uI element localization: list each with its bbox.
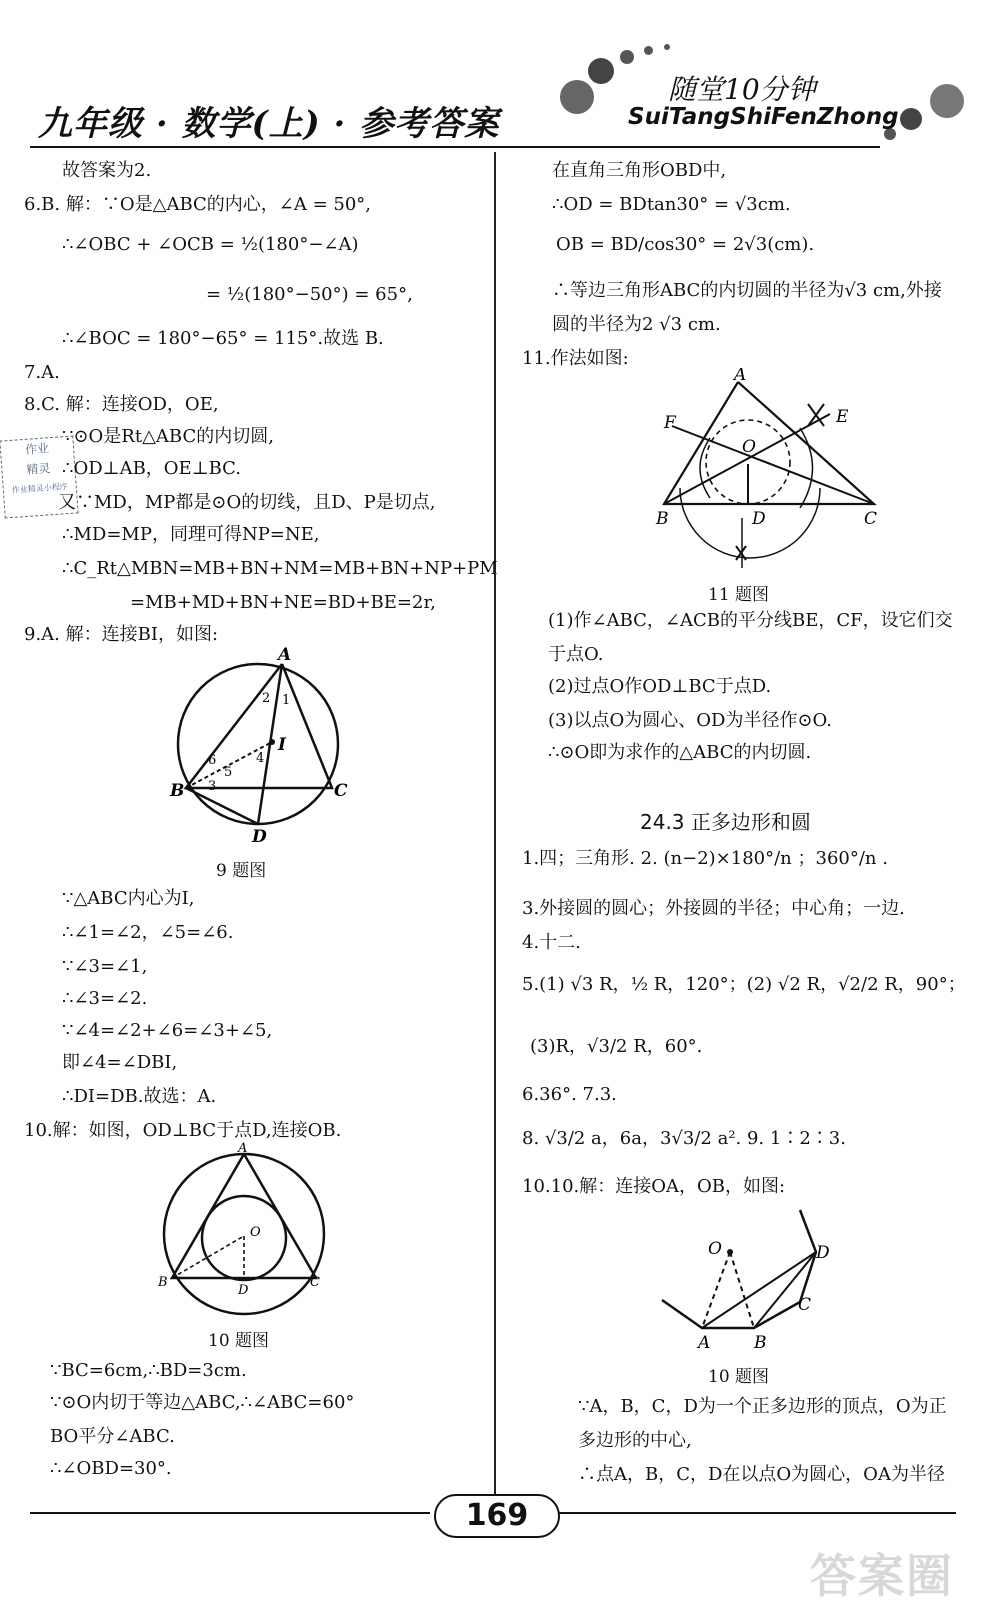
- fig9-label: I: [278, 735, 286, 755]
- text-line: 3.外接圆的圆心；外接圆的半径；中心角；一边.: [522, 898, 905, 919]
- text-line: (1)作∠ABC，∠ACB的平分线BE，CF，设它们交: [548, 610, 953, 631]
- fig10a-label: A: [238, 1141, 248, 1156]
- text-line: ∵△ABC内心为I,: [62, 888, 195, 909]
- text-line: (2)过点O作OD⊥BC于点D.: [548, 676, 772, 697]
- text-line: 圆的半径为2 √3 cm.: [552, 314, 721, 335]
- fig9-label: 2: [262, 691, 271, 706]
- fig10b-label: B: [754, 1333, 767, 1353]
- fig11-label: B: [656, 509, 669, 529]
- text-line: ∴∠3=∠2.: [62, 988, 148, 1009]
- column-divider: [494, 152, 496, 1497]
- text-line: ∴C_Rt△MBN=MB+BN+NM=MB+BN+NP+PM: [62, 558, 498, 579]
- decor-dot: [560, 80, 594, 114]
- figure-11: [650, 368, 890, 578]
- watermark: 答案圈: [810, 1549, 954, 1603]
- text-line: = ½(180°−50°) = 65°,: [206, 284, 413, 305]
- text-line: 4.十二.: [522, 932, 581, 953]
- fig10b-label: C: [798, 1295, 812, 1315]
- decor-dot: [620, 50, 634, 64]
- fig10b-label: A: [698, 1333, 711, 1353]
- text-line: 9.A. 解：连接BI，如图:: [24, 624, 219, 645]
- text-line: 于点O.: [548, 644, 604, 665]
- fig9-label: C: [334, 781, 348, 801]
- fig11-label: D: [752, 509, 766, 529]
- text-line: 8.C. 解：连接OD，OE,: [24, 394, 219, 415]
- text-line: ∴OD⊥AB，OE⊥BC.: [62, 458, 242, 479]
- fig9-label: 1: [282, 693, 291, 708]
- page-number: 169: [434, 1494, 560, 1538]
- text-line: (3)R，√3/2 R，60°.: [530, 1036, 703, 1057]
- header-rule: [30, 146, 880, 148]
- text-line: ∴DI=DB.故选：A.: [62, 1086, 217, 1107]
- fig9-label: 3: [208, 779, 217, 794]
- text-line: ∵⊙O是Rt△ABC的内切圆,: [62, 426, 274, 447]
- footer-rule: [30, 1512, 430, 1514]
- text-line: 6.B. 解：∵O是△ABC的内心，∠A = 50°,: [24, 194, 372, 215]
- section-title: 24.3 正多边形和圆: [640, 810, 811, 834]
- decor-dot: [900, 108, 922, 130]
- text-line: 6.36°. 7.3.: [522, 1084, 617, 1105]
- fig10b-label: D: [816, 1243, 830, 1263]
- text-line: 7.A.: [24, 362, 60, 383]
- brand-english: SuiTangShiFenZhong: [628, 104, 899, 130]
- text-line: 即∠4=∠DBI,: [62, 1052, 178, 1073]
- fig10a-label: B: [158, 1275, 168, 1290]
- text-line: 8. √3/2 a，6a，3√3/2 a². 9. 1∶2∶3.: [522, 1128, 846, 1149]
- fig9-label: 5: [224, 765, 233, 780]
- figure-10a: [150, 1140, 350, 1320]
- decor-dot: [644, 46, 653, 55]
- fig11-label: F: [664, 413, 676, 433]
- figure-caption: 11 题图: [708, 585, 770, 605]
- decor-dot: [664, 44, 670, 50]
- text-line: ∴等边三角形ABC的内切圆的半径为√3 cm,外接: [552, 280, 942, 301]
- figure-10b: [650, 1196, 850, 1356]
- stamp: 作业 精灵 作业精灵小程序: [0, 436, 79, 519]
- footer-rule: [556, 1512, 956, 1514]
- fig9-label: B: [170, 781, 185, 801]
- fig10b-label: O: [708, 1239, 722, 1259]
- fig9-label: 4: [256, 751, 265, 766]
- text-line: ∵BC=6cm,∴BD=3cm.: [50, 1360, 247, 1381]
- page-header-title: 九年级 · 数学(上) · 参考答案: [38, 104, 500, 144]
- text-line: ∴⊙O即为求作的△ABC的内切圆.: [548, 742, 812, 763]
- text-line: =MB+MD+BN+NE=BD+BE=2r,: [130, 592, 436, 613]
- fig11-label: E: [836, 407, 849, 427]
- text-line: 故答案为2.: [62, 160, 152, 181]
- figure-caption: 10 题图: [208, 1331, 270, 1351]
- text-line: ∴∠OBD=30°.: [50, 1458, 172, 1479]
- text-line: 10.解：如图，OD⊥BC于点D,连接OB.: [24, 1120, 342, 1141]
- text-line: 5.(1) √3 R，½ R，120°；(2) √2 R，√2/2 R，90°；: [522, 974, 966, 995]
- text-line: ∵⊙O内切于等边△ABC,∴∠ABC=60°: [50, 1392, 355, 1413]
- text-line: 多边形的中心,: [578, 1430, 692, 1451]
- text-line: 10.10.解：连接OA，OB，如图:: [522, 1176, 786, 1197]
- fig10a-label: C: [310, 1275, 320, 1290]
- text-line: ∴OD = BDtan30° = √3cm.: [552, 194, 791, 215]
- text-line: ∴MD=MP，同理可得NP=NE,: [62, 524, 320, 545]
- text-line: ∵∠3=∠1,: [62, 956, 148, 977]
- text-line: ∴∠OBC + ∠OCB = ½(180°−∠A): [62, 234, 359, 255]
- fig11-label: A: [734, 368, 747, 385]
- text-line: 1.四；三角形. 2. (n−2)×180°/n ；360°/n .: [522, 848, 888, 869]
- text-line: ∵A，B，C，D为一个正多边形的顶点，O为正: [578, 1396, 947, 1417]
- fig9-label: 6: [208, 753, 217, 768]
- text-line: ∵∠4=∠2+∠6=∠3+∠5,: [62, 1020, 273, 1041]
- fig10a-label: O: [250, 1225, 261, 1240]
- figure-caption: 9 题图: [216, 861, 267, 881]
- fig11-label: O: [742, 437, 756, 457]
- figure-caption: 10 题图: [708, 1367, 770, 1387]
- fig11-label: C: [864, 509, 878, 529]
- text-line: OB = BD/cos30° = 2√3(cm).: [556, 234, 815, 255]
- fig9-label: D: [252, 827, 267, 847]
- brand-chinese: 随堂10分钟: [668, 73, 816, 106]
- decor-dot: [588, 58, 614, 84]
- text-line: 11.作法如图:: [522, 348, 629, 369]
- fig10a-label: D: [238, 1283, 249, 1298]
- text-line: ∴∠1=∠2，∠5=∠6.: [62, 922, 234, 943]
- text-line: ∴∠BOC = 180°−65° = 115°.故选 B.: [62, 328, 384, 349]
- text-line: (3)以点O为圆心、OD为半径作⊙O.: [548, 710, 832, 731]
- fig9-label: A: [278, 645, 292, 665]
- text-line: BO平分∠ABC.: [50, 1426, 175, 1447]
- decor-dot: [930, 84, 964, 118]
- text-line: ∴点A，B，C，D在以点O为圆心，OA为半径: [578, 1464, 945, 1485]
- text-line: 在直角三角形OBD中,: [552, 160, 727, 181]
- figure-9: [150, 640, 370, 850]
- text-line: 又∵MD，MP都是⊙O的切线，且D、P是切点,: [58, 492, 436, 513]
